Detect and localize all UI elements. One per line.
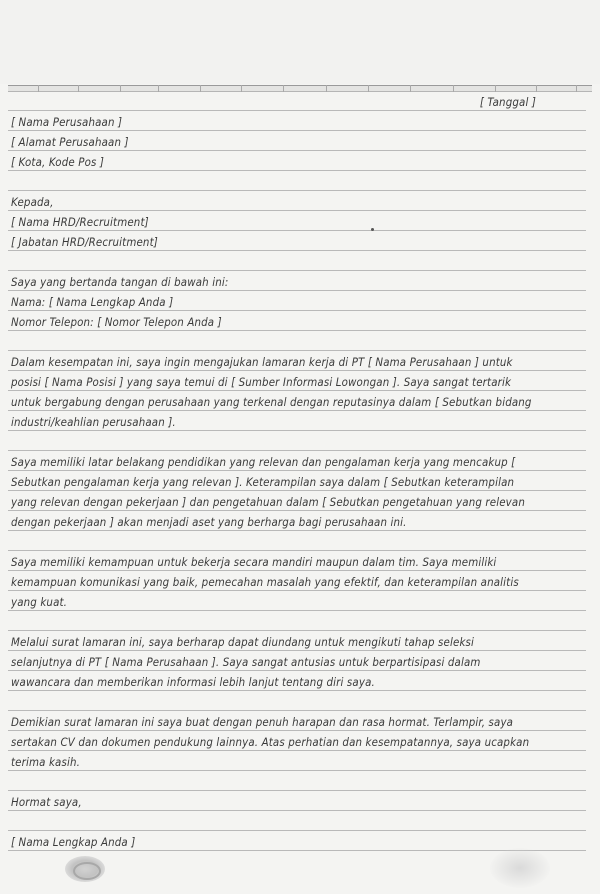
ruled-line [8, 590, 586, 591]
ruled-line [8, 310, 586, 311]
paragraph-5-line: sertakan CV dan dokumen pendukung lainnya. Atas perhatian dan kesempatannya, saya ucapkan [11, 735, 530, 749]
hr-title: [ Jabatan HRD/Recruitment] [11, 235, 158, 249]
paragraph-3-line: kemampuan komunikasi yang baik, pemecahan masalah yang efektif, dan keterampilan analitis [11, 575, 519, 589]
ruled-line [8, 350, 586, 351]
ruled-line [8, 290, 586, 291]
ruled-line [8, 230, 586, 231]
ruled-line [8, 470, 586, 471]
hr-name: [ Nama HRD/Recruitment] [11, 215, 149, 229]
ruled-line [8, 210, 586, 211]
ruled-line [8, 430, 586, 431]
ruled-line [8, 410, 586, 411]
ruled-line [8, 190, 586, 191]
ruled-line [8, 570, 586, 571]
ruled-line [8, 750, 586, 751]
ruled-line [8, 370, 586, 371]
paragraph-4-line: wawancara dan memberikan informasi lebih lanjut tentang diri saya. [11, 675, 375, 689]
paragraph-3-line: yang kuat. [11, 595, 68, 609]
signature-name: [ Nama Lengkap Anda ] [11, 835, 136, 849]
ruled-line [8, 330, 586, 331]
ruled-line [8, 170, 586, 171]
ruled-line [8, 830, 586, 831]
ruled-line [8, 630, 586, 631]
applicant-name: Nama: [ Nama Lengkap Anda ] [11, 295, 174, 309]
ruled-line [8, 790, 586, 791]
ruled-line [8, 130, 586, 131]
ruled-line [8, 150, 586, 151]
company-address: [ Alamat Perusahaan ] [11, 135, 129, 149]
city-zip: [ Kota, Kode Pos ] [11, 155, 105, 169]
paragraph-4-line: selanjutnya di PT [ Nama Perusahaan ]. Saya sangat antusias untuk berpartisipasi dalam [11, 655, 481, 669]
ink-dot [371, 228, 374, 231]
ruled-line [8, 490, 586, 491]
ruled-line [8, 550, 586, 551]
paragraph-5-line: terima kasih. [11, 755, 80, 769]
ruled-line [8, 610, 586, 611]
ruled-line [8, 770, 586, 771]
paragraph-5-line: Demikian surat lamaran ini saya buat dengan penuh harapan dan rasa hormat. Terlampir, saya [11, 715, 514, 729]
applicant-phone: Nomor Telepon: [ Nomor Telepon Anda ] [11, 315, 222, 329]
paragraph-1-line: posisi [ Nama Posisi ] yang saya temui di [ Sumber Informasi Lowongan ]. Saya sangat tertarik [11, 375, 512, 389]
to-label: Kepada, [11, 195, 54, 209]
paragraph-2-line: Saya memiliki latar belakang pendidikan yang relevan dan pengalaman kerja yang mencakup [ [11, 455, 516, 469]
letter-date: [ Tanggal ] [479, 95, 536, 109]
paragraph-1-line: untuk bergabung dengan perusahaan yang terkenal dengan reputasinya dalam [ Sebutkan bidang [11, 395, 532, 409]
closing: Hormat saya, [11, 795, 82, 809]
ruled-line [8, 850, 586, 851]
ruled-line [8, 390, 586, 391]
ruled-line [8, 690, 586, 691]
stamp-mark [65, 856, 105, 882]
ruled-line [8, 650, 586, 651]
paragraph-2-line: Sebutkan pengalaman kerja yang relevan ]. Keterampilan saya dalam [ Sebutkan keterampilan [11, 475, 515, 489]
ruled-line [8, 250, 586, 251]
paragraph-1-line: industri/keahlian perusahaan ]. [11, 415, 176, 429]
paragraph-4-line: Melalui surat lamaran ini, saya berharap dapat diundang untuk mengikuti tahap seleksi [11, 635, 475, 649]
ruled-line [8, 510, 586, 511]
top-margin [0, 0, 600, 84]
paragraph-2-line: dengan pekerjaan ] akan menjadi aset yang berharga bagi perusahaan ini. [11, 515, 407, 529]
company-name: [ Nama Perusahaan ] [11, 115, 123, 129]
paragraph-1-line: Dalam kesempatan ini, saya ingin mengajukan lamaran kerja di PT [ Nama Perusahaan ] untuk [11, 355, 513, 369]
paragraph-2-line: yang relevan dengan pekerjaan ] dan pengetahuan dalam [ Sebutkan pengetahuan yang relevan [11, 495, 525, 509]
ruled-line [8, 670, 586, 671]
ruled-line [8, 810, 586, 811]
ruled-line [8, 270, 586, 271]
paper-smudge [490, 848, 550, 888]
ruled-line [8, 710, 586, 711]
ruled-line [8, 530, 586, 531]
intro-line: Saya yang bertanda tangan di bawah ini: [11, 275, 229, 289]
paragraph-3-line: Saya memiliki kemampuan untuk bekerja secara mandiri maupun dalam tim. Saya memiliki [11, 555, 497, 569]
header-rule [8, 85, 592, 92]
ruled-line [8, 450, 586, 451]
ruled-line [8, 110, 586, 111]
ruled-line [8, 730, 586, 731]
